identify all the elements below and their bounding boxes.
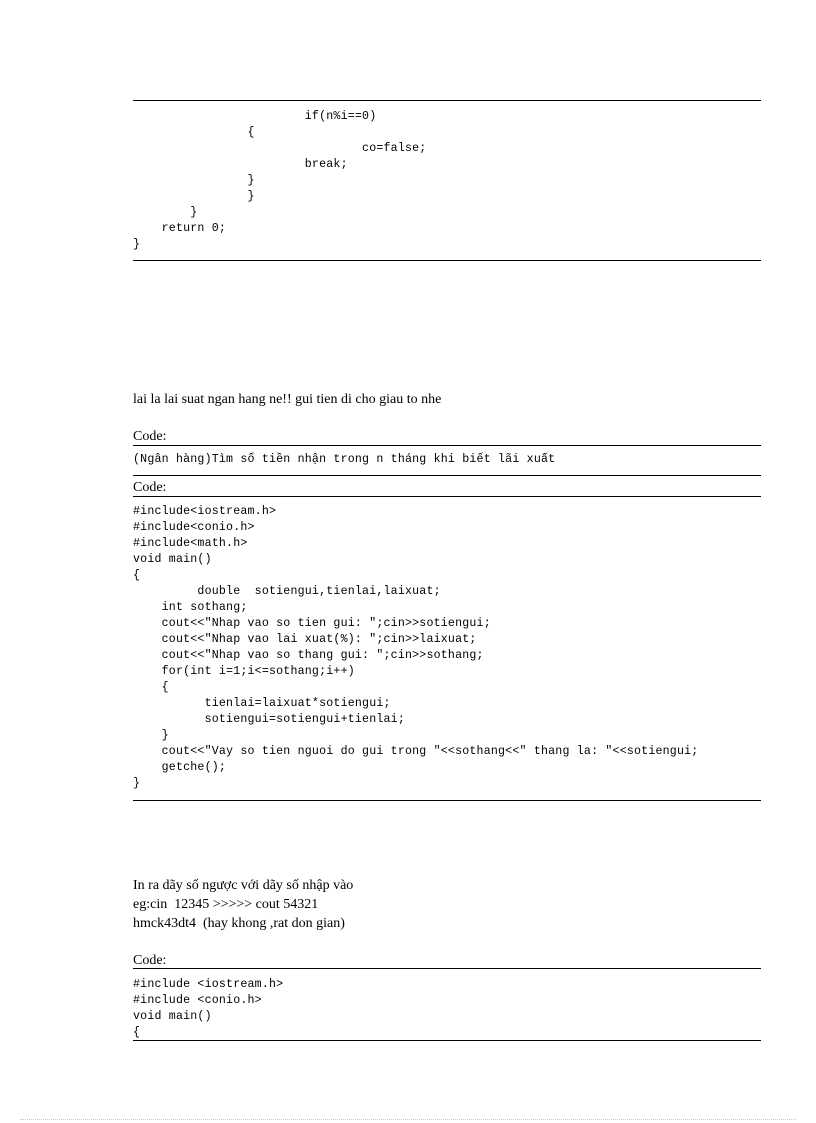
code-label: Code: bbox=[133, 429, 167, 444]
code-line: if(n%i==0) bbox=[133, 110, 377, 123]
description-line: hmck43dt4 (hay khong ,rat don gian) bbox=[133, 916, 345, 931]
code-line: } bbox=[133, 777, 141, 790]
code-label: Code: bbox=[133, 953, 167, 968]
code-title-rule bbox=[133, 475, 761, 476]
code-label-rule bbox=[133, 496, 761, 497]
code-block-bottom-rule bbox=[133, 260, 761, 261]
code-line: } bbox=[133, 729, 169, 742]
description-line: In ra dãy số ngược với dãy số nhập vào bbox=[133, 878, 354, 893]
code-line: cout<<"Nhap vao so tien gui: ";cin>>sotiengui; bbox=[133, 617, 491, 630]
code-line: } bbox=[133, 206, 198, 219]
code-line: (Ngân hàng)Tìm số tiền nhận trong n tháng khi biết lãi xuất bbox=[133, 453, 556, 466]
code-line: { bbox=[133, 681, 169, 694]
code-line: { bbox=[133, 569, 141, 582]
code-label-rule bbox=[133, 968, 761, 969]
page-bottom-border bbox=[20, 1119, 796, 1120]
code-line: void main() bbox=[133, 1010, 212, 1023]
code-line: } bbox=[133, 190, 255, 203]
code-line: #include <iostream.h> bbox=[133, 978, 284, 991]
code-line: getche(); bbox=[133, 761, 227, 774]
code-line: int sothang; bbox=[133, 601, 248, 614]
code-line: #include<iostream.h> bbox=[133, 505, 277, 518]
code-block-bottom-rule bbox=[133, 1040, 761, 1041]
intro-paragraph: lai la lai suat ngan hang ne!! gui tien di cho giau to nhe bbox=[133, 392, 442, 407]
code-line: co=false; bbox=[133, 142, 427, 155]
code-block-bank-interest bbox=[133, 504, 698, 792]
code-line: void main() bbox=[133, 553, 212, 566]
code-line: cout<<"Nhap vao lai xuat(%): ";cin>>laixuat; bbox=[133, 633, 477, 646]
code-block-continued bbox=[133, 109, 426, 253]
code-line: return 0; bbox=[133, 222, 227, 235]
code-line: #include<math.h> bbox=[133, 537, 248, 550]
code-block-reverse-number bbox=[133, 977, 283, 1041]
code-block-bottom-rule bbox=[133, 800, 761, 801]
code-line: for(int i=1;i<=sothang;i++) bbox=[133, 665, 355, 678]
code-line: cout<<"Vay so tien nguoi do gui trong "<<sothang<<" thang la: "<<sotiengui; bbox=[133, 745, 699, 758]
description-line: eg:cin 12345 >>>>> cout 54321 bbox=[133, 897, 319, 912]
code-line: sotiengui=sotiengui+tienlai; bbox=[133, 713, 405, 726]
code-block-top-rule bbox=[133, 100, 761, 101]
code-line: } bbox=[133, 174, 255, 187]
code-label: Code: bbox=[133, 480, 167, 495]
code-line: { bbox=[133, 1026, 141, 1039]
code-line: #include <conio.h> bbox=[133, 994, 262, 1007]
code-line: double sotiengui,tienlai,laixuat; bbox=[133, 585, 441, 598]
code-line: cout<<"Nhap vao so thang gui: ";cin>>sothang; bbox=[133, 649, 484, 662]
code-line: #include<conio.h> bbox=[133, 521, 255, 534]
code-line: break; bbox=[133, 158, 348, 171]
code-label-rule bbox=[133, 445, 761, 446]
code-line: } bbox=[133, 238, 141, 251]
code-title-line bbox=[133, 452, 555, 468]
code-line: { bbox=[133, 126, 255, 139]
code-line: tienlai=laixuat*sotiengui; bbox=[133, 697, 391, 710]
